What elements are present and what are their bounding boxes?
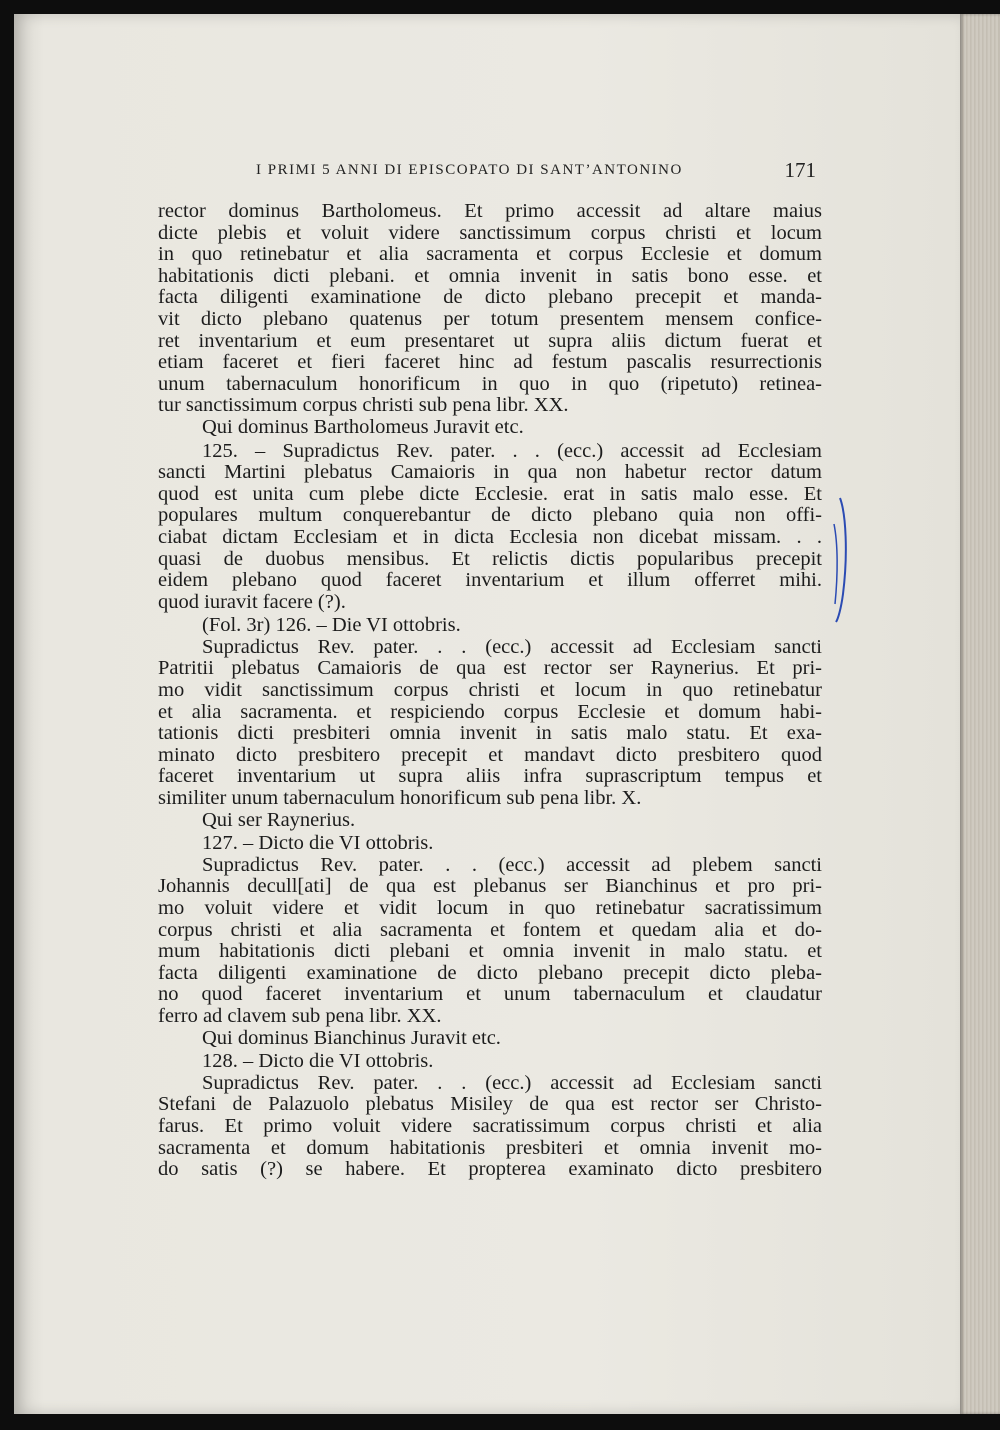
text-line: faceret inventarium ut supra aliis infra suprascriptum tempus et <box>158 765 822 788</box>
text-line: quasi de duobus mensibus. Et relictis dictis popularibus precepit <box>158 547 822 570</box>
text-line: Supradictus Rev. pater. . . (ecc.) accessit ad Ecclesiam sancti <box>202 1071 822 1094</box>
text-line: Patritii plebatus Camaioris de qua est rector ser Raynerius. Et pri- <box>158 657 822 680</box>
text-line: ciabat dictam Ecclesiam et in dicta Ecclesia non dicebat missam. . . <box>158 525 822 548</box>
text-line: mo vidit sanctissimum corpus christi et locum in quo retinebatur <box>158 679 822 702</box>
text-line: mum habitationis dicti plebani et omnia invenit in malo statu. et <box>158 940 822 963</box>
text-line: sacramenta et domum habitationis presbiteri et omnia invenit mo- <box>158 1136 822 1159</box>
text-line: Qui dominus Bartholomeus Juravit etc. <box>202 415 524 438</box>
text-line: Qui ser Raynerius. <box>202 808 356 831</box>
text-line: farus. Et primo voluit videre sacratissimum corpus christi et alia <box>158 1114 822 1137</box>
page-number: 171 <box>784 158 816 182</box>
text-line: Qui dominus Bianchinus Juravit etc. <box>202 1026 501 1049</box>
text-line: do satis (?) se habere. Et propterea examinato dicto presbitero <box>158 1158 822 1181</box>
text-line: minato dicto presbitero precepit et mandavt dicto presbitero quod <box>158 743 822 766</box>
text-line: etiam faceret et fieri faceret hinc ad festum pascalis resurrectionis <box>158 351 822 374</box>
entry-heading-125: 125. – Supradictus Rev. pater. . . (ecc.) accessit ad Ecclesiam <box>202 439 822 462</box>
text-line: dicte plebis et voluit videre sanctissimum corpus christi et locum <box>158 221 822 244</box>
text-line: ferro ad clavem sub pena libr. XX. <box>158 1004 442 1027</box>
entry-heading-126: (Fol. 3r) 126. – Die VI ottobris. <box>202 614 461 637</box>
running-header <box>256 158 816 188</box>
text-line: no quod faceret inventarium et unum tabernaculum et claudatur <box>158 983 822 1006</box>
text-line: Stefani de Palazuolo plebatus Misiley de qua est rector ser Christo- <box>158 1093 822 1116</box>
text-line: mo voluit videre et vidit locum in quo retinebatur sacratissimum <box>158 897 822 919</box>
text-line: Johannis decull[ati] de qua est plebanus ser Bianchinus et pro pri- <box>158 875 822 898</box>
text-line: corpus christi et alia sacramenta et fontem et quedam alia et do- <box>158 918 822 941</box>
body-text <box>158 201 822 1181</box>
pen-margin-mark <box>826 494 852 624</box>
text-line: quod est unita cum plebe dicte Ecclesie. erat in satis malo esse. Et <box>158 482 822 505</box>
entry-heading-128: 128. – Dicto die VI ottobris. <box>202 1050 434 1073</box>
text-line: eidem plebano quod faceret inventarium et illum offerret mihi. <box>158 569 822 592</box>
text-line: vit dicto plebano quatenus per totum presentem mensem confice- <box>158 307 822 330</box>
text-line: tationis dicti presbiteri omnia invenit in satis malo statu. Et exa- <box>158 722 822 745</box>
text-line: populares multum conquerebantur de dicto plebano quia non offi- <box>158 504 822 527</box>
text-line: in quo retinebatur et alia sacramenta et corpus Ecclesie et domum <box>158 243 822 266</box>
text-line: quod iuravit facere (?). <box>158 590 346 613</box>
page-edges <box>960 14 1000 1414</box>
text-line: habitationis dicti plebani. et omnia invenit in satis bono esse. et <box>158 264 822 287</box>
text-line: Supradictus Rev. pater. . . (ecc.) accessit ad Ecclesiam sancti <box>202 635 822 658</box>
text-line: unum tabernaculum honorificum in quo in quo (ripetuto) retinea- <box>158 372 822 395</box>
text-line: tur sanctissimum corpus christi sub pena libr. XX. <box>158 394 569 417</box>
entry-heading-127: 127. – Dicto die VI ottobris. <box>202 832 434 855</box>
text-line: rector dominus Bartholomeus. Et primo accessit ad altare maius <box>158 200 822 222</box>
text-line: sancti Martini plebatus Camaioris in qua non habetur rector datum <box>158 461 822 484</box>
text-line: Supradictus Rev. pater. . . (ecc.) accessit ad plebem sancti <box>202 853 822 876</box>
text-line: et alia sacramenta. et respiciendo corpus Ecclesie et domum habi- <box>158 700 822 723</box>
text-line: ret inventarium et eum presentaret ut supra aliis dictum fuerat et <box>158 329 822 352</box>
running-title: I PRIMI 5 ANNI DI EPISCOPATO DI SANT’ANTONINO <box>256 162 683 178</box>
text-line: facta diligenti examinatione de dicto plebano precepit dicto pleba- <box>158 961 822 984</box>
text-line: similiter unum tabernaculum honorificum sub pena libr. X. <box>158 787 642 810</box>
text-line: facta diligenti examinatione de dicto plebano precepit et manda- <box>158 286 822 309</box>
